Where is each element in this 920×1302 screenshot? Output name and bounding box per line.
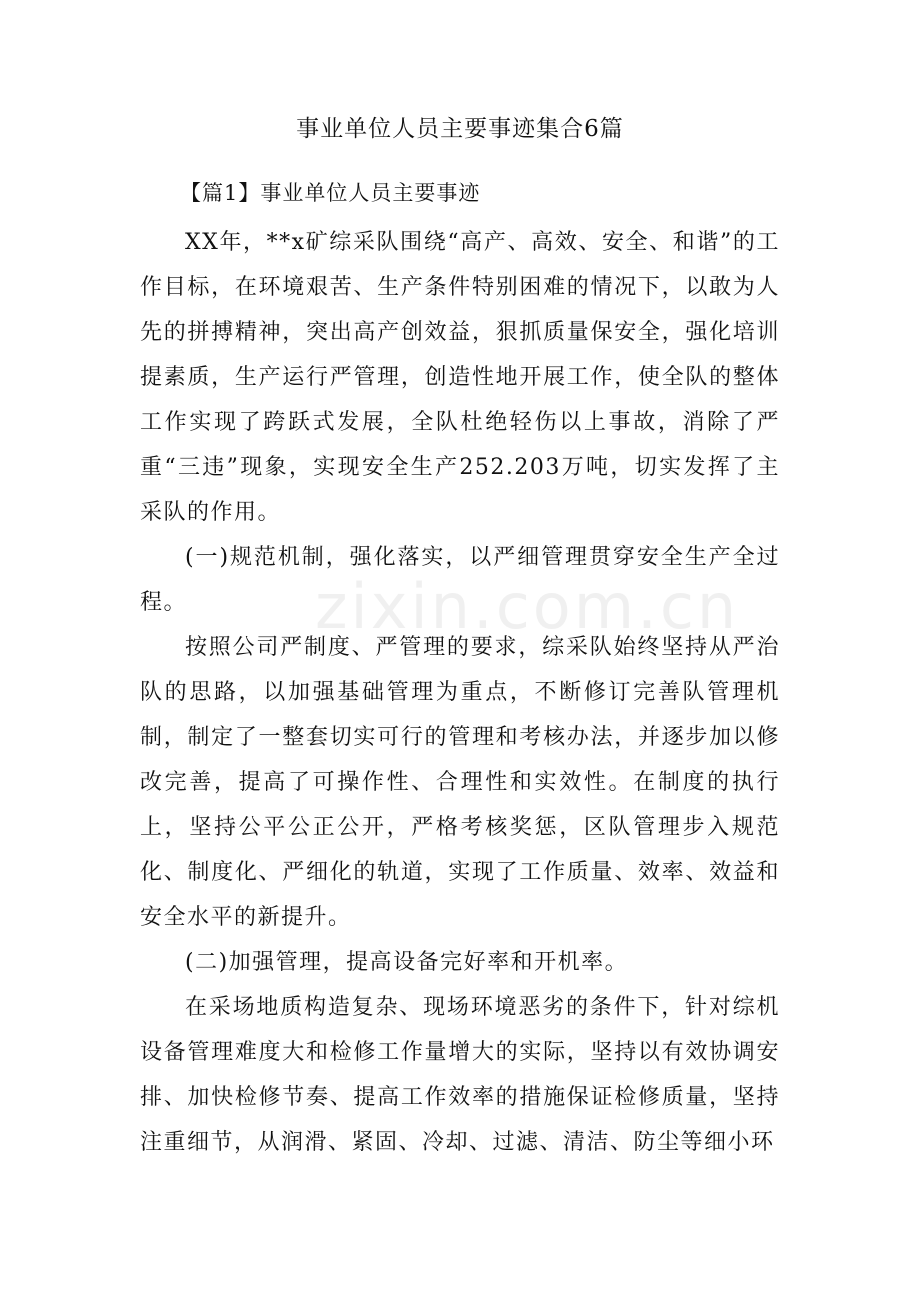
paragraph: XX年，**x矿综采队围绕“高产、高效、安全、和谐”的工作目标，在环境艰苦、生产条件特别困难的情况下，以敢为人先的拼搏精神，突出高产创效益，狠抓质量保安全，强化培训提素质，生产运行严管理，创造性地开展工作，使全队的整体工作实现了跨跃式发展，全队杜绝轻伤以上事故，消除了严重“三违”现象，实现安全生产252.203万吨，切实发挥了主采队的作用。 — [140, 230, 780, 525]
paragraph: (一)规范机制，强化落实，以严细管理贯穿安全生产全过程。 — [140, 545, 780, 615]
document-body — [140, 220, 780, 1165]
watermark: zixin.com.cn — [315, 570, 740, 643]
paragraph: 按照公司严制度、严管理的要求，综采队始终坚持从严治队的思路，以加强基础管理为重点，不断修订完善队管理机制，制定了一整套切实可行的管理和考核办法，并逐步加以修改完善，提高了可操作性、合理性和实效性。在制度的执行上，坚持公平公正公开，严格考核奖惩，区队管理步入规范化、制度化、严细化的轨道，实现了工作质量、效率、效益和安全水平的新提升。 — [140, 635, 780, 930]
section-heading: 【篇1】事业单位人员主要事迹 — [180, 181, 481, 205]
paragraph: (二)加强管理，提高设备完好率和开机率。 — [185, 950, 629, 975]
paragraph: 在采场地质构造复杂、现场环境恶劣的条件下，针对综机设备管理难度大和检修工作量增大的实际，坚持以有效协调安排、加快检修节奏、提高工作效率的措施保证检修质量，坚持注重细节，从润滑、紧固、冷却、过滤、清洁、防尘等细小环 — [140, 995, 780, 1155]
document-title: 事业单位人员主要事迹集合6篇 — [296, 116, 624, 142]
